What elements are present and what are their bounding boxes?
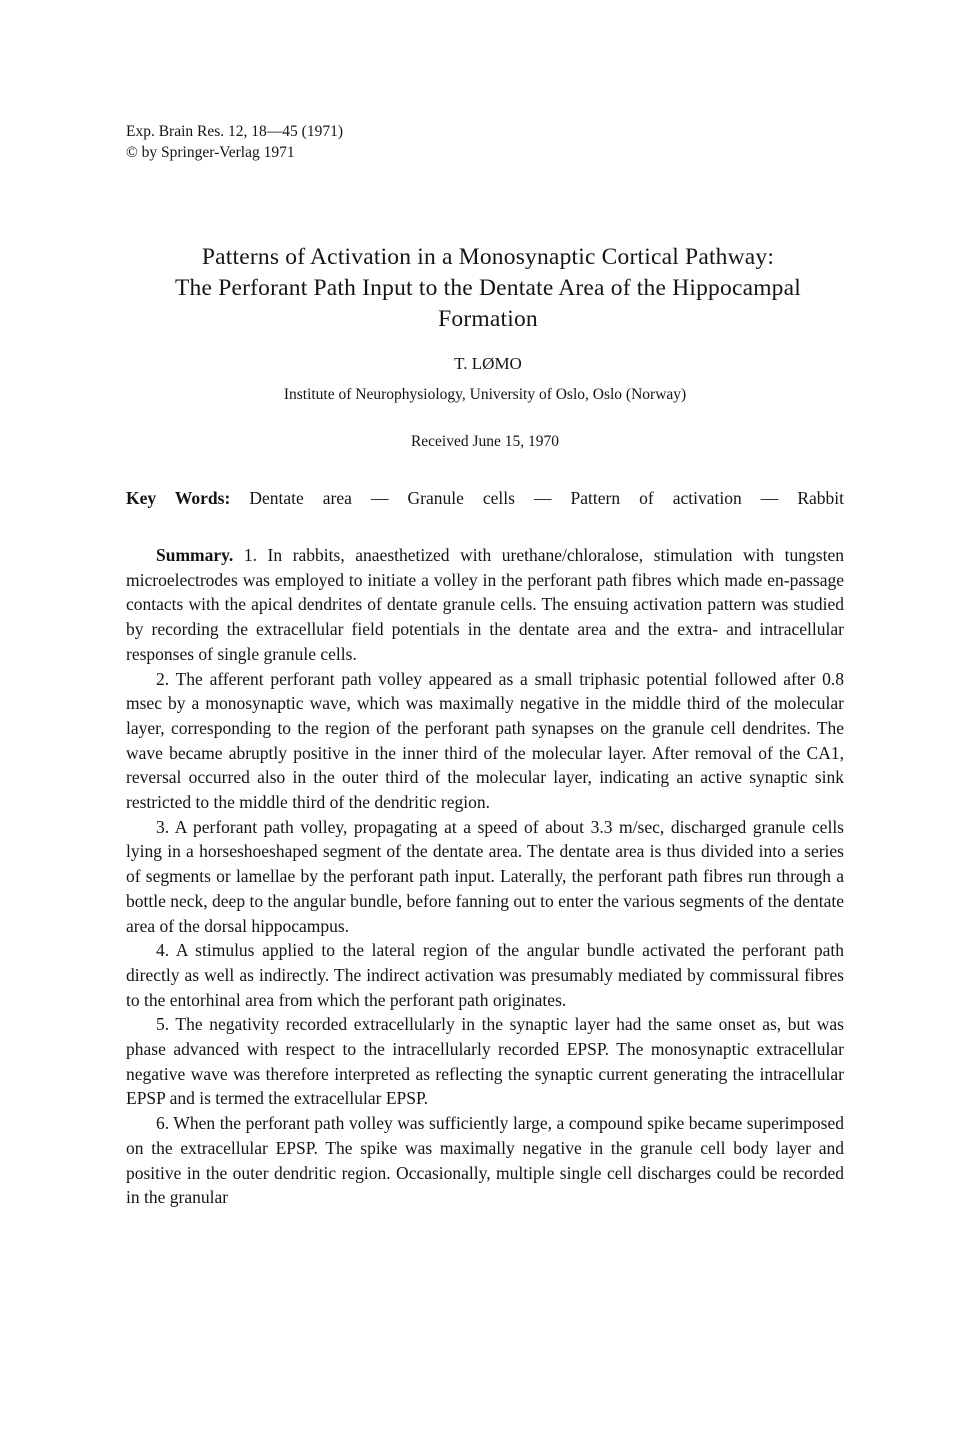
title-line-3: Formation bbox=[438, 306, 538, 332]
summary-paragraph-6: 6. When the perforant path volley was sufficiently large, a compound spike became superimposed on the extracellular EPSP. The spike was maximally negative in the granule cell body layer and positive in the outer dendritic region. Occasionally, multiple single cell discharges could be recorded in the granular bbox=[126, 1113, 844, 1208]
keywords-text: Dentate area — Granule cells — Pattern of activation — Rabbit bbox=[249, 488, 844, 508]
summary-section bbox=[126, 543, 844, 1210]
keywords-label: Key Words: bbox=[126, 488, 231, 508]
keywords-line bbox=[126, 486, 844, 510]
citation-block bbox=[126, 121, 343, 163]
summary-paragraph-5: 5. The negativity recorded extracellularly in the synaptic layer had the same onset as, but was phase advanced with respect to the intracellularly recorded EPSP. The monosynaptic extracellular negative wave was therefore interpreted as reflecting the synaptic current generating the intracellular EPSP and is termed the extracellular EPSP. bbox=[126, 1014, 844, 1109]
summary-paragraph-3: 3. A perforant path volley, propagating at a speed of about 3.3 m/sec, discharged granule cells lying in a horseshoeshaped segment of the dentate area. The dentate area is thus divided into a series of segments or lamellae by the perforant path input. Laterally, the perforant path fibres run through a bottle neck, deep to the angular bundle, before fanning out to enter the various segments of the dentate area of the dorsal hippocampus. bbox=[126, 816, 844, 936]
article-title bbox=[100, 242, 876, 335]
summary-paragraph-1 bbox=[126, 543, 844, 667]
author-affiliation: Institute of Neurophysiology, University of Oslo, Oslo (Norway) bbox=[283, 386, 687, 403]
summary-paragraph-1-text: 1. In rabbits, anaesthetized with urethane/chloralose, stimulation with tungsten microelectrodes was employed to initiate a volley in the perforant path fibres which made en-passage contacts with the apical dendrites of dentate granule cells. The ensuing activation pattern was studied by recording the extracellular field potentials in the dentate area and the extra- and intracellular responses of single granule cells. bbox=[126, 545, 844, 664]
summary-paragraph-2: 2. The afferent perforant path volley appeared as a small triphasic potential followed after 0.8 msec by a monosynaptic wave, which was maximally negative in the middle third of the molecular layer, corresponding to the region of the perforant path synapses on the granule cell dendrites. The wave became abruptly positive in the inner third of the molecular layer. After removal of the CA1, reversal occurred also in the outer third of the molecular layer, indicating an active synaptic sink restricted to the middle third of the dendritic region. bbox=[126, 668, 844, 813]
author-name: T. LØMO bbox=[454, 354, 522, 373]
journal-citation: Exp. Brain Res. 12, 18—45 (1971) bbox=[126, 123, 343, 140]
summary-paragraph-4: 4. A stimulus applied to the lateral region of the angular bundle activated the perforant path directly as well as indirectly. The indirect activation was presumably mediated by commissural fibres to the entorhinal area from which the perforant path originates. bbox=[126, 940, 844, 1010]
summary-heading: Summary. bbox=[156, 545, 234, 565]
received-date: Received June 15, 1970 bbox=[410, 433, 560, 450]
copyright-notice: © by Springer-Verlag 1971 bbox=[126, 144, 295, 161]
title-line-1: Patterns of Activation in a Monosynaptic Cortical Pathway: bbox=[201, 244, 775, 270]
title-line-2: The Perforant Path Input to the Dentate Area of the Hippocampal bbox=[174, 275, 801, 301]
